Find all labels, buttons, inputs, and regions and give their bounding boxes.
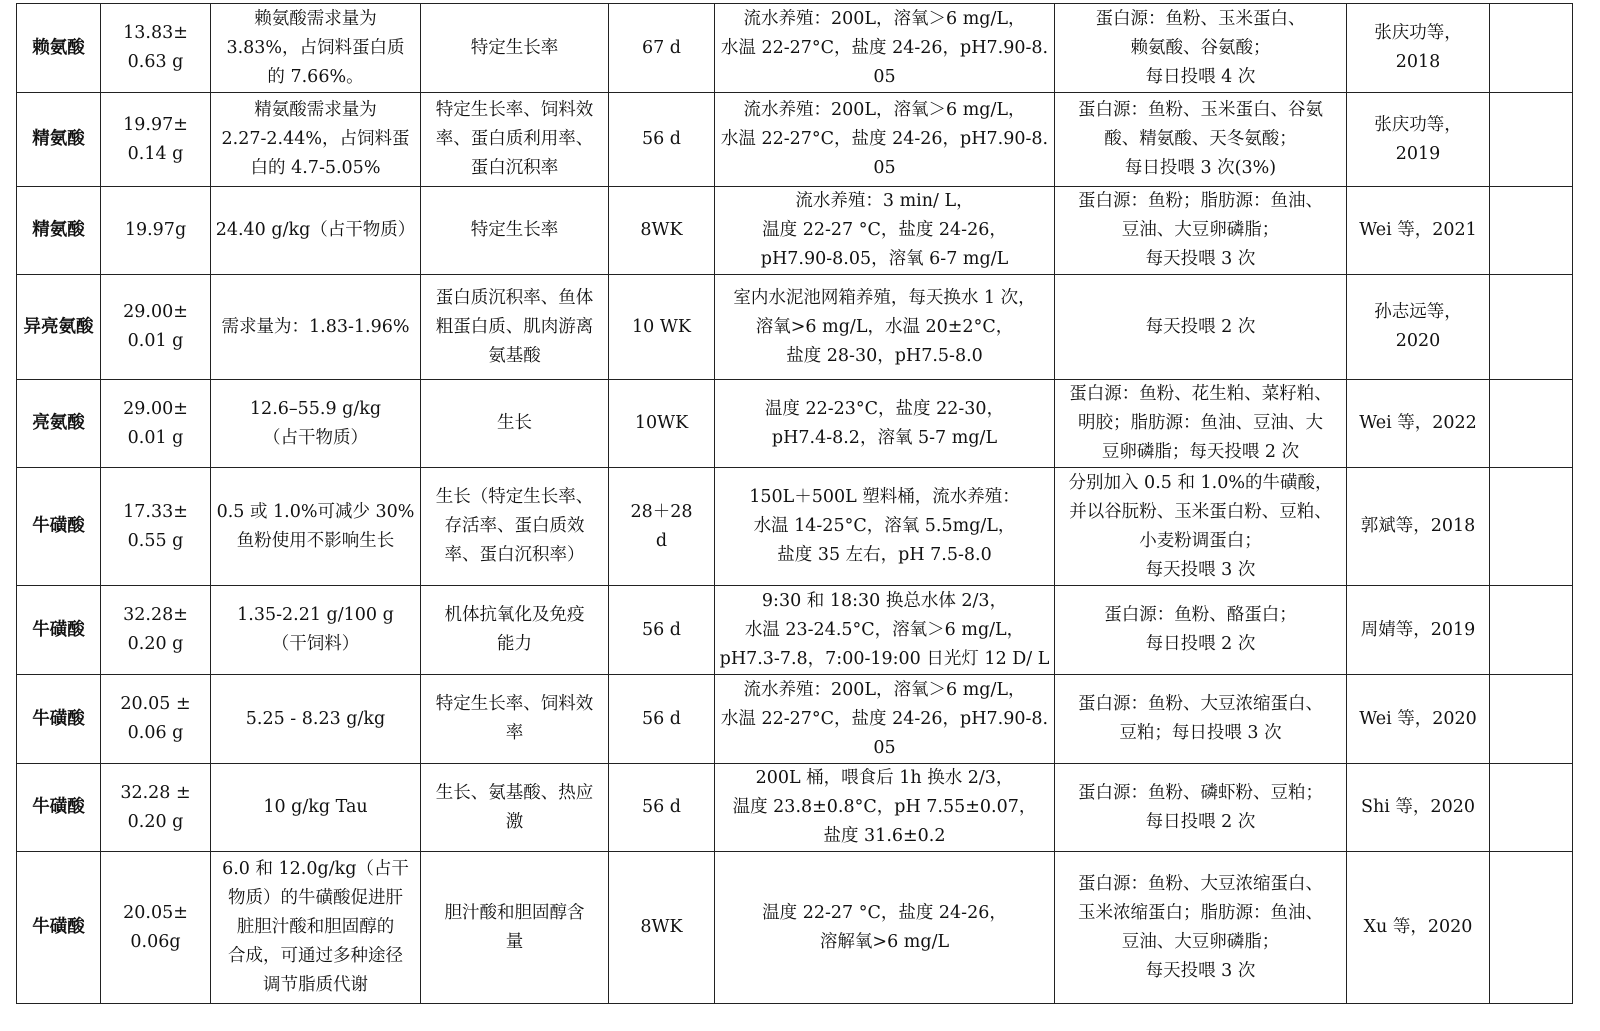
cell-indicator [421, 586, 609, 675]
cell-text-line: 生长、氨基酸、热应 [435, 782, 594, 803]
cell-text-line: 豆卵磷脂；每天投喂 2 次 [1101, 442, 1300, 462]
cell-diet [1055, 586, 1347, 675]
cell-initial-weight [101, 93, 211, 187]
cell-requirement [211, 468, 421, 586]
cell-text-line: 0.01 g [127, 427, 184, 448]
cell-text-line: 水温 22-27°C，盐度 24-26，pH7.90-8.05 [720, 708, 1049, 758]
cell-text-line: 孙志远等， [1374, 302, 1462, 322]
cell-text-line: 豆粕；每日投喂 3 次 [1119, 723, 1282, 743]
cell-requirement [211, 764, 421, 852]
cell-initial-weight [101, 852, 211, 1004]
cell-text-line: 生长（特定生长率、 [435, 487, 594, 507]
cell-amino-acid: 牛磺酸 [17, 468, 101, 586]
cell-conditions [715, 380, 1055, 468]
cell-text-line: 流水养殖：200L，溶氧＞6 mg/L， [743, 100, 1026, 120]
cell-text-line: 生长 [497, 413, 532, 433]
cell-text-line: 明胶；脂肪源：鱼油、豆油、大 [1078, 413, 1323, 433]
cell-initial-weight [101, 586, 211, 675]
cell-reference [1347, 380, 1490, 468]
cell-indicator [421, 764, 609, 852]
cell-text-line: 56 d [641, 797, 682, 817]
cell-text-line: 物质）的牛磺酸促进肝 [228, 888, 403, 908]
cell-text-line: 8WK [640, 220, 683, 240]
cell-empty [1490, 852, 1573, 1004]
cell-text-line: 28＋28 [630, 501, 693, 522]
cell-text-line: 56 d [641, 708, 682, 729]
cell-text-line: 蛋白沉积率 [470, 158, 559, 178]
cell-text-line: 特定生长率 [470, 37, 559, 58]
table-row [17, 4, 1573, 93]
cell-text-line: 每日投喂 2 次 [1145, 634, 1256, 654]
table-row [17, 187, 1573, 275]
cell-text-line: Wei 等，2021 [1359, 220, 1477, 240]
cell-text-line: 盐度 28-30，pH7.5-8.0 [786, 345, 983, 366]
cell-text-line: 67 d [641, 37, 682, 58]
cell-diet [1055, 93, 1347, 187]
cell-conditions [715, 675, 1055, 764]
cell-text-line: 流水养殖：200L，溶氧＞6 mg/L， [743, 679, 1026, 700]
cell-text-line: 温度 22-27 °C，盐度 24-26， [762, 902, 1007, 923]
cell-conditions [715, 586, 1055, 675]
cell-diet [1055, 468, 1347, 586]
cell-text-line: 周婧等，2019 [1360, 619, 1476, 640]
cell-text-line: 每日投喂 3 次(3%) [1124, 158, 1277, 178]
cell-reference [1347, 93, 1490, 187]
cell-text-line: 每日投喂 2 次 [1145, 811, 1256, 832]
cell-duration [609, 187, 715, 275]
cell-duration [609, 675, 715, 764]
cell-amino-acid: 亮氨酸 [17, 380, 101, 468]
cell-text-line: 0.14 g [127, 143, 184, 164]
cell-duration [609, 275, 715, 380]
cell-empty [1490, 93, 1573, 187]
cell-reference [1347, 764, 1490, 852]
cell-reference [1347, 675, 1490, 764]
cell-initial-weight [101, 380, 211, 468]
cell-text-line: 蛋白质沉积率、鱼体 [435, 287, 594, 308]
table-row [17, 380, 1573, 468]
cell-text-line: 12.6–55.9 g/kg [249, 398, 382, 419]
cell-conditions [715, 468, 1055, 586]
cell-indicator [421, 187, 609, 275]
cell-text-line: 19.97g [124, 220, 187, 240]
cell-reference [1347, 4, 1490, 93]
cell-amino-acid: 牛磺酸 [17, 764, 101, 852]
cell-text-line: 水温 22-27°C，盐度 24-26，pH7.90-8.05 [720, 129, 1049, 178]
cell-text-line: 溶氧>6 mg/L，水温 20±2°C， [755, 316, 1014, 337]
cell-text-line: 0.06 g [127, 723, 184, 743]
cell-text-line: 豆油、大豆卵磷脂； [1121, 220, 1280, 240]
cell-text-line: 蛋白源：鱼粉、玉米蛋白、谷氨 [1078, 100, 1323, 120]
cell-reference [1347, 586, 1490, 675]
cell-text-line: 室内水泥池网箱养殖，每天换水 1 次， [733, 287, 1036, 308]
table-row [17, 586, 1573, 675]
cell-amino-acid: 牛磺酸 [17, 675, 101, 764]
cell-text-line: 水温 22-27°C，盐度 24-26，pH7.90-8.05 [720, 37, 1049, 87]
cell-text-line: 蛋白源：鱼粉、酪蛋白； [1104, 605, 1297, 625]
cell-text-line: 8WK [640, 917, 683, 937]
cell-requirement [211, 675, 421, 764]
cell-amino-acid: 精氨酸 [17, 93, 101, 187]
cell-conditions [715, 4, 1055, 93]
cell-conditions [715, 93, 1055, 187]
cell-text-line: 每天投喂 3 次 [1145, 249, 1256, 269]
cell-text-line: 分别加入 0.5 和 1.0%的牛磺酸， [1068, 472, 1333, 493]
cell-text-line: 0.20 g [127, 811, 184, 832]
cell-text-line: 蛋白源：鱼粉、玉米蛋白、 [1095, 8, 1306, 29]
cell-text-line: 13.83± [123, 23, 188, 43]
cell-text-line: 200L 桶，喂食后 1h 换水 2/3， [755, 768, 1014, 788]
cell-text-line: Xu 等，2020 [1363, 917, 1473, 937]
cell-text-line: 蛋白源：鱼粉、大豆浓缩蛋白、 [1078, 873, 1323, 894]
cell-text-line: 水温 14-25°C，溶氧 5.5mg/L， [753, 516, 1016, 536]
cell-text-line: 32.28 ± [120, 782, 191, 803]
cell-text-line: 2.27-2.44%，占饲料蛋 [221, 129, 410, 149]
cell-empty [1490, 380, 1573, 468]
cell-text-line: 19.97± [123, 114, 188, 135]
cell-text-line: 温度 22-27 °C，盐度 24-26， [762, 220, 1007, 240]
cell-text-line: 赖氨酸需求量为 [254, 8, 377, 29]
cell-text-line: 每天投喂 3 次 [1145, 960, 1256, 981]
cell-text-line: 氨基酸 [488, 345, 541, 366]
cell-text-line: 0.55 g [127, 530, 184, 551]
cell-text-line: 特定生长率 [470, 220, 559, 240]
cell-text-line: 0.63 g [127, 52, 184, 72]
cell-requirement [211, 275, 421, 380]
cell-text-line: 率、蛋白质利用率、 [435, 129, 594, 149]
cell-text-line: 精氨酸需求量为 [254, 100, 377, 120]
cell-text-line: 张庆功等， [1374, 114, 1462, 135]
cell-text-line: pH7.90-8.05，溶氧 6-7 mg/L [760, 249, 1009, 269]
cell-text-line: 3.83%，占饲料蛋白质 [226, 37, 405, 58]
cell-diet [1055, 4, 1347, 93]
cell-reference [1347, 275, 1490, 380]
table-row [17, 468, 1573, 586]
cell-indicator [421, 675, 609, 764]
cell-text-line: 蛋白源：鱼粉、花生粕、菜籽粕、 [1069, 384, 1332, 404]
cell-text-line: 9:30 和 18:30 换总水体 2/3， [761, 590, 1008, 611]
cell-text-line: 2019 [1395, 143, 1441, 164]
cell-text-line: 温度 22-23°C，盐度 22-30， [764, 398, 1005, 419]
cell-duration [609, 468, 715, 586]
cell-text-line: 调节脂质代谢 [263, 975, 368, 995]
cell-text-line: 10 WK [632, 316, 691, 337]
cell-text-line: 10 g/kg Tau [263, 797, 368, 817]
cell-text-line: 10WK [634, 413, 689, 433]
cell-text-line: 29.00± [123, 302, 188, 322]
cell-text-line: （干饲料） [271, 634, 360, 654]
cell-initial-weight [101, 4, 211, 93]
cell-text-line: 2020 [1395, 331, 1441, 351]
table-row [17, 764, 1573, 852]
cell-text-line: pH7.3-7.8，7:00-19:00 日光灯 12 D/ L [719, 648, 1050, 669]
cell-reference [1347, 187, 1490, 275]
cell-text-line: 粗蛋白质、肌肉游离 [435, 316, 594, 337]
cell-text-line: 5.25 - 8.23 g/kg [245, 708, 386, 729]
cell-text-line: 率 [505, 723, 524, 743]
cell-text-line: 温度 23.8±0.8°C，pH 7.55±0.07， [732, 797, 1037, 817]
cell-indicator [421, 852, 609, 1004]
cell-indicator [421, 380, 609, 468]
cell-empty [1490, 675, 1573, 764]
cell-text-line: 24.40 g/kg（占干物质） [215, 220, 416, 240]
cell-text-line: 流水养殖：3 min/ L， [795, 191, 974, 211]
cell-text-line: 白的 4.7-5.05% [250, 158, 381, 178]
cell-text-line: Shi 等，2020 [1361, 797, 1475, 817]
cell-duration [609, 380, 715, 468]
cell-text-line: 盐度 35 左右，pH 7.5-8.0 [777, 545, 992, 565]
cell-conditions [715, 764, 1055, 852]
cell-text-line: 张庆功等， [1374, 23, 1462, 43]
table-row [17, 275, 1573, 380]
cell-text-line: 6.0 和 12.0g/kg（占干 [222, 859, 409, 879]
cell-initial-weight [101, 275, 211, 380]
cell-text-line: 能力 [497, 634, 532, 654]
cell-text-line: Wei 等，2020 [1359, 708, 1477, 729]
cell-initial-weight [101, 675, 211, 764]
cell-text-line: 盐度 31.6±0.2 [823, 826, 946, 846]
cell-diet [1055, 675, 1347, 764]
cell-diet [1055, 187, 1347, 275]
cell-amino-acid: 精氨酸 [17, 187, 101, 275]
cell-requirement [211, 852, 421, 1004]
cell-text-line: 20.05± [123, 902, 188, 923]
cell-text-line: 脏胆汁酸和胆固醇的 [236, 917, 395, 937]
cell-text-line: 率、蛋白沉积率） [444, 545, 585, 565]
cell-empty [1490, 275, 1573, 380]
cell-empty [1490, 187, 1573, 275]
cell-amino-acid: 牛磺酸 [17, 852, 101, 1004]
cell-empty [1490, 4, 1573, 93]
cell-requirement [211, 380, 421, 468]
cell-duration [609, 93, 715, 187]
cell-text-line: 酸、精氨酸、天冬氨酸； [1104, 129, 1297, 149]
cell-diet [1055, 852, 1347, 1004]
cell-reference [1347, 852, 1490, 1004]
cell-conditions [715, 275, 1055, 380]
table-row [17, 675, 1573, 764]
cell-text-line: 并以谷朊粉、玉米蛋白粉、豆粕、 [1069, 501, 1332, 522]
cell-text-line: 合成，可通过多种途径 [228, 946, 403, 966]
cell-text-line: 蛋白源：鱼粉、大豆浓缩蛋白、 [1078, 694, 1323, 714]
cell-text-line: 20.05 ± [120, 694, 191, 714]
cell-text-line: d [655, 530, 668, 551]
cell-text-line: 量 [505, 931, 524, 952]
cell-diet [1055, 764, 1347, 852]
table-row [17, 93, 1573, 187]
cell-requirement [211, 586, 421, 675]
cell-empty [1490, 468, 1573, 586]
cell-requirement [211, 4, 421, 93]
cell-text-line: 0.20 g [127, 634, 184, 654]
table-row [17, 852, 1573, 1004]
cell-text-line: 赖氨酸、谷氨酸； [1130, 37, 1271, 58]
cell-text-line: 特定生长率、饲料效 [435, 100, 594, 120]
cell-text-line: 0.06g [130, 931, 181, 952]
cell-text-line: 32.28± [123, 605, 188, 625]
cell-text-line: 玉米浓缩蛋白；脂肪源：鱼油、 [1078, 902, 1323, 923]
cell-amino-acid: 赖氨酸 [17, 4, 101, 93]
cell-diet [1055, 275, 1347, 380]
cell-indicator [421, 468, 609, 586]
cell-indicator [421, 93, 609, 187]
cell-requirement [211, 93, 421, 187]
cell-text-line: 郭斌等，2018 [1360, 516, 1476, 536]
cell-text-line: 特定生长率、饲料效 [435, 694, 594, 714]
cell-diet [1055, 380, 1347, 468]
cell-text-line: 每天投喂 2 次 [1145, 316, 1256, 337]
cell-text-line: 29.00± [123, 398, 188, 419]
cell-text-line: 17.33± [123, 501, 188, 522]
cell-indicator [421, 275, 609, 380]
cell-text-line: pH7.4-8.2，溶氧 5-7 mg/L [771, 427, 998, 448]
cell-duration [609, 4, 715, 93]
cell-duration [609, 764, 715, 852]
cell-text-line: 1.35-2.21 g/100 g [237, 605, 394, 625]
cell-text-line: 0.5 或 1.0%可减少 30% [216, 501, 415, 522]
cell-text-line: 的 7.66%。 [267, 66, 364, 87]
cell-initial-weight [101, 187, 211, 275]
cell-text-line: 流水养殖：200L，溶氧＞6 mg/L， [743, 8, 1026, 29]
cell-text-line: 机体抗氧化及免疫 [444, 605, 585, 625]
cell-text-line: 蛋白源：鱼粉；脂肪源：鱼油、 [1078, 191, 1323, 211]
cell-text-line: Wei 等，2022 [1359, 413, 1477, 433]
cell-reference [1347, 468, 1490, 586]
cell-conditions [715, 852, 1055, 1004]
cell-text-line: 2018 [1395, 52, 1441, 72]
cell-text-line: 每天投喂 3 次 [1145, 559, 1256, 580]
cell-text-line: 0.01 g [127, 331, 184, 351]
cell-empty [1490, 586, 1573, 675]
cell-text-line: 蛋白源：鱼粉、磷虾粉、豆粕； [1078, 782, 1323, 803]
cell-text-line: 激 [505, 811, 524, 832]
cell-text-line: 溶解氧>6 mg/L [819, 931, 950, 952]
cell-initial-weight [101, 468, 211, 586]
cell-text-line: 每日投喂 4 次 [1145, 66, 1256, 87]
cell-text-line: 56 d [641, 619, 682, 640]
cell-text-line: 需求量为：1.83-1.96% [221, 316, 410, 337]
cell-text-line: 56 d [641, 129, 682, 149]
cell-initial-weight [101, 764, 211, 852]
cell-duration [609, 852, 715, 1004]
cell-requirement [211, 187, 421, 275]
cell-text-line: （占干物质） [263, 427, 368, 448]
cell-text-line: 存活率、蛋白质效 [444, 516, 585, 536]
table-body [17, 4, 1573, 1004]
cell-text-line: 鱼粉使用不影响生长 [236, 530, 395, 551]
cell-text-line: 150L＋500L 塑料桶，流水养殖： [749, 487, 1020, 507]
cell-indicator [421, 4, 609, 93]
cell-text-line: 豆油、大豆卵磷脂； [1121, 931, 1280, 952]
cell-conditions [715, 187, 1055, 275]
cell-empty [1490, 764, 1573, 852]
cell-amino-acid: 异亮氨酸 [17, 275, 101, 380]
cell-text-line: 胆汁酸和胆固醇含 [444, 902, 585, 923]
cell-amino-acid: 牛磺酸 [17, 586, 101, 675]
cell-text-line: 水温 23-24.5°C，溶氧＞6 mg/L， [744, 619, 1025, 640]
cell-text-line: 小麦粉调蛋白； [1139, 530, 1262, 551]
nutrition-requirement-table [16, 3, 1573, 1004]
cell-duration [609, 586, 715, 675]
